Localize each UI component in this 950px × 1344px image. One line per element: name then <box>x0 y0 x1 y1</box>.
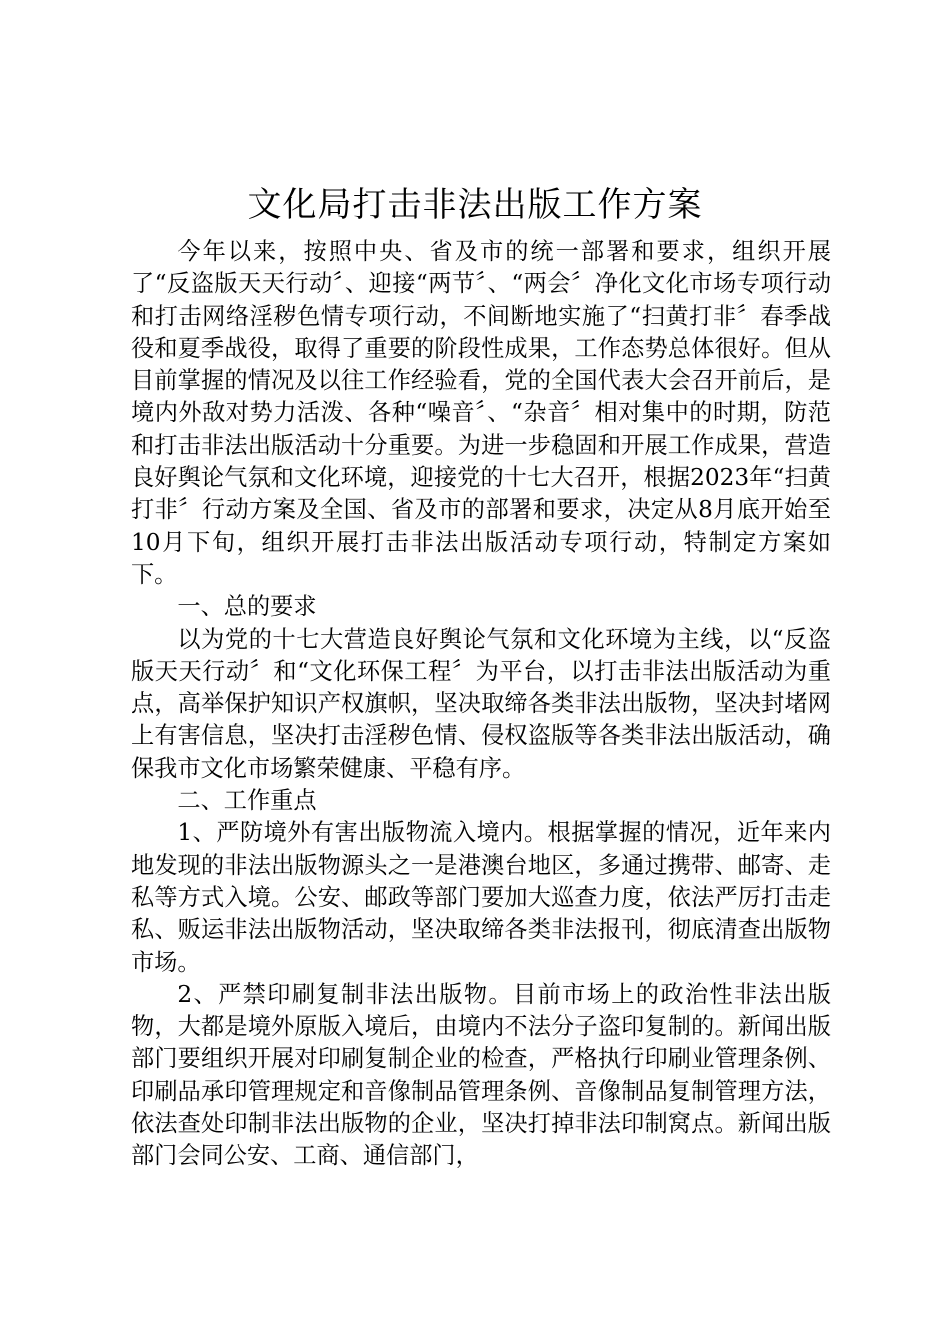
section-heading-work-focus: 二、工作重点 <box>177 787 317 815</box>
paragraph-intro: 今年以来，按照中央、省及市的统一部署和要求，组织开展了“反盗版天天行动〞、迎接“两节〞、“两会〞净化文化市场专项行动和打击网络淫秽色情专项行动，不间断地实施了“扫黄打非〞春季战役和夏季战役，取得了重要的阶段性成果，工作态势总体很好。但从目前掌握的情况及以往工作经验看，党的全国代表大会召开前后，是境内外敌对势力活泼、各种“噪音〞、“杂音〞相对集中的时期，防范和打击非法出版活动十分重要。为进一步稳固和开展工作成果，营造良好舆论气氛和文化环境，迎接党的十七大召开，根据2023年“扫黄打非〞行动方案及全国、省及市的部署和要求，决定从8月底开始至10月下旬，组织开展打击非法出版活动专项行动，特制定方案如下。 <box>131 238 831 588</box>
paragraph-general-requirements: 以为党的十七大营造良好舆论气氛和文化环境为主线，以“反盗版天天行动〞和“文化环保工程〞为平台，以打击非法出版活动为重点，高举保护知识产权旗帜，坚决取缔各类非法出版物，坚决封堵网上有害信息，坚决打击淫秽色情、侵权盗版等各类非法出版活动，确保我市文化市场繁荣健康、平稳有序。 <box>131 625 831 782</box>
section-heading-general-requirements: 一、总的要求 <box>177 593 317 621</box>
document-body <box>131 236 831 1173</box>
paragraph-focus-item-2: 2、严禁印刷复制非法出版物。目前市场上的政治性非法出版物，大都是境外原版入境后，由境内不法分子盗印复制的。新闻出版部门要组织开展对印刷复制企业的检查，严格执行印刷业管理条例、印刷品承印管理规定和音像制品管理条例、音像制品复制管理方法，依法查处印制非法出版物的企业，坚决打掉非法印制窝点。新闻出版部门会同公安、工商、通信部门， <box>131 980 831 1170</box>
paragraph-focus-item-1: 1、严防境外有害出版物流入境内。根据掌握的情况，近年来内地发现的非法出版物源头之一是港澳台地区，多通过携带、邮寄、走私等方式入境。公安、邮政等部门要加大巡查力度，依法严厉打击走私、贩运非法出版物活动，坚决取缔各类非法报刊，彻底清查出版物市场。 <box>131 819 831 976</box>
document-title: 文化局打击非法出版工作方案 <box>247 185 703 225</box>
